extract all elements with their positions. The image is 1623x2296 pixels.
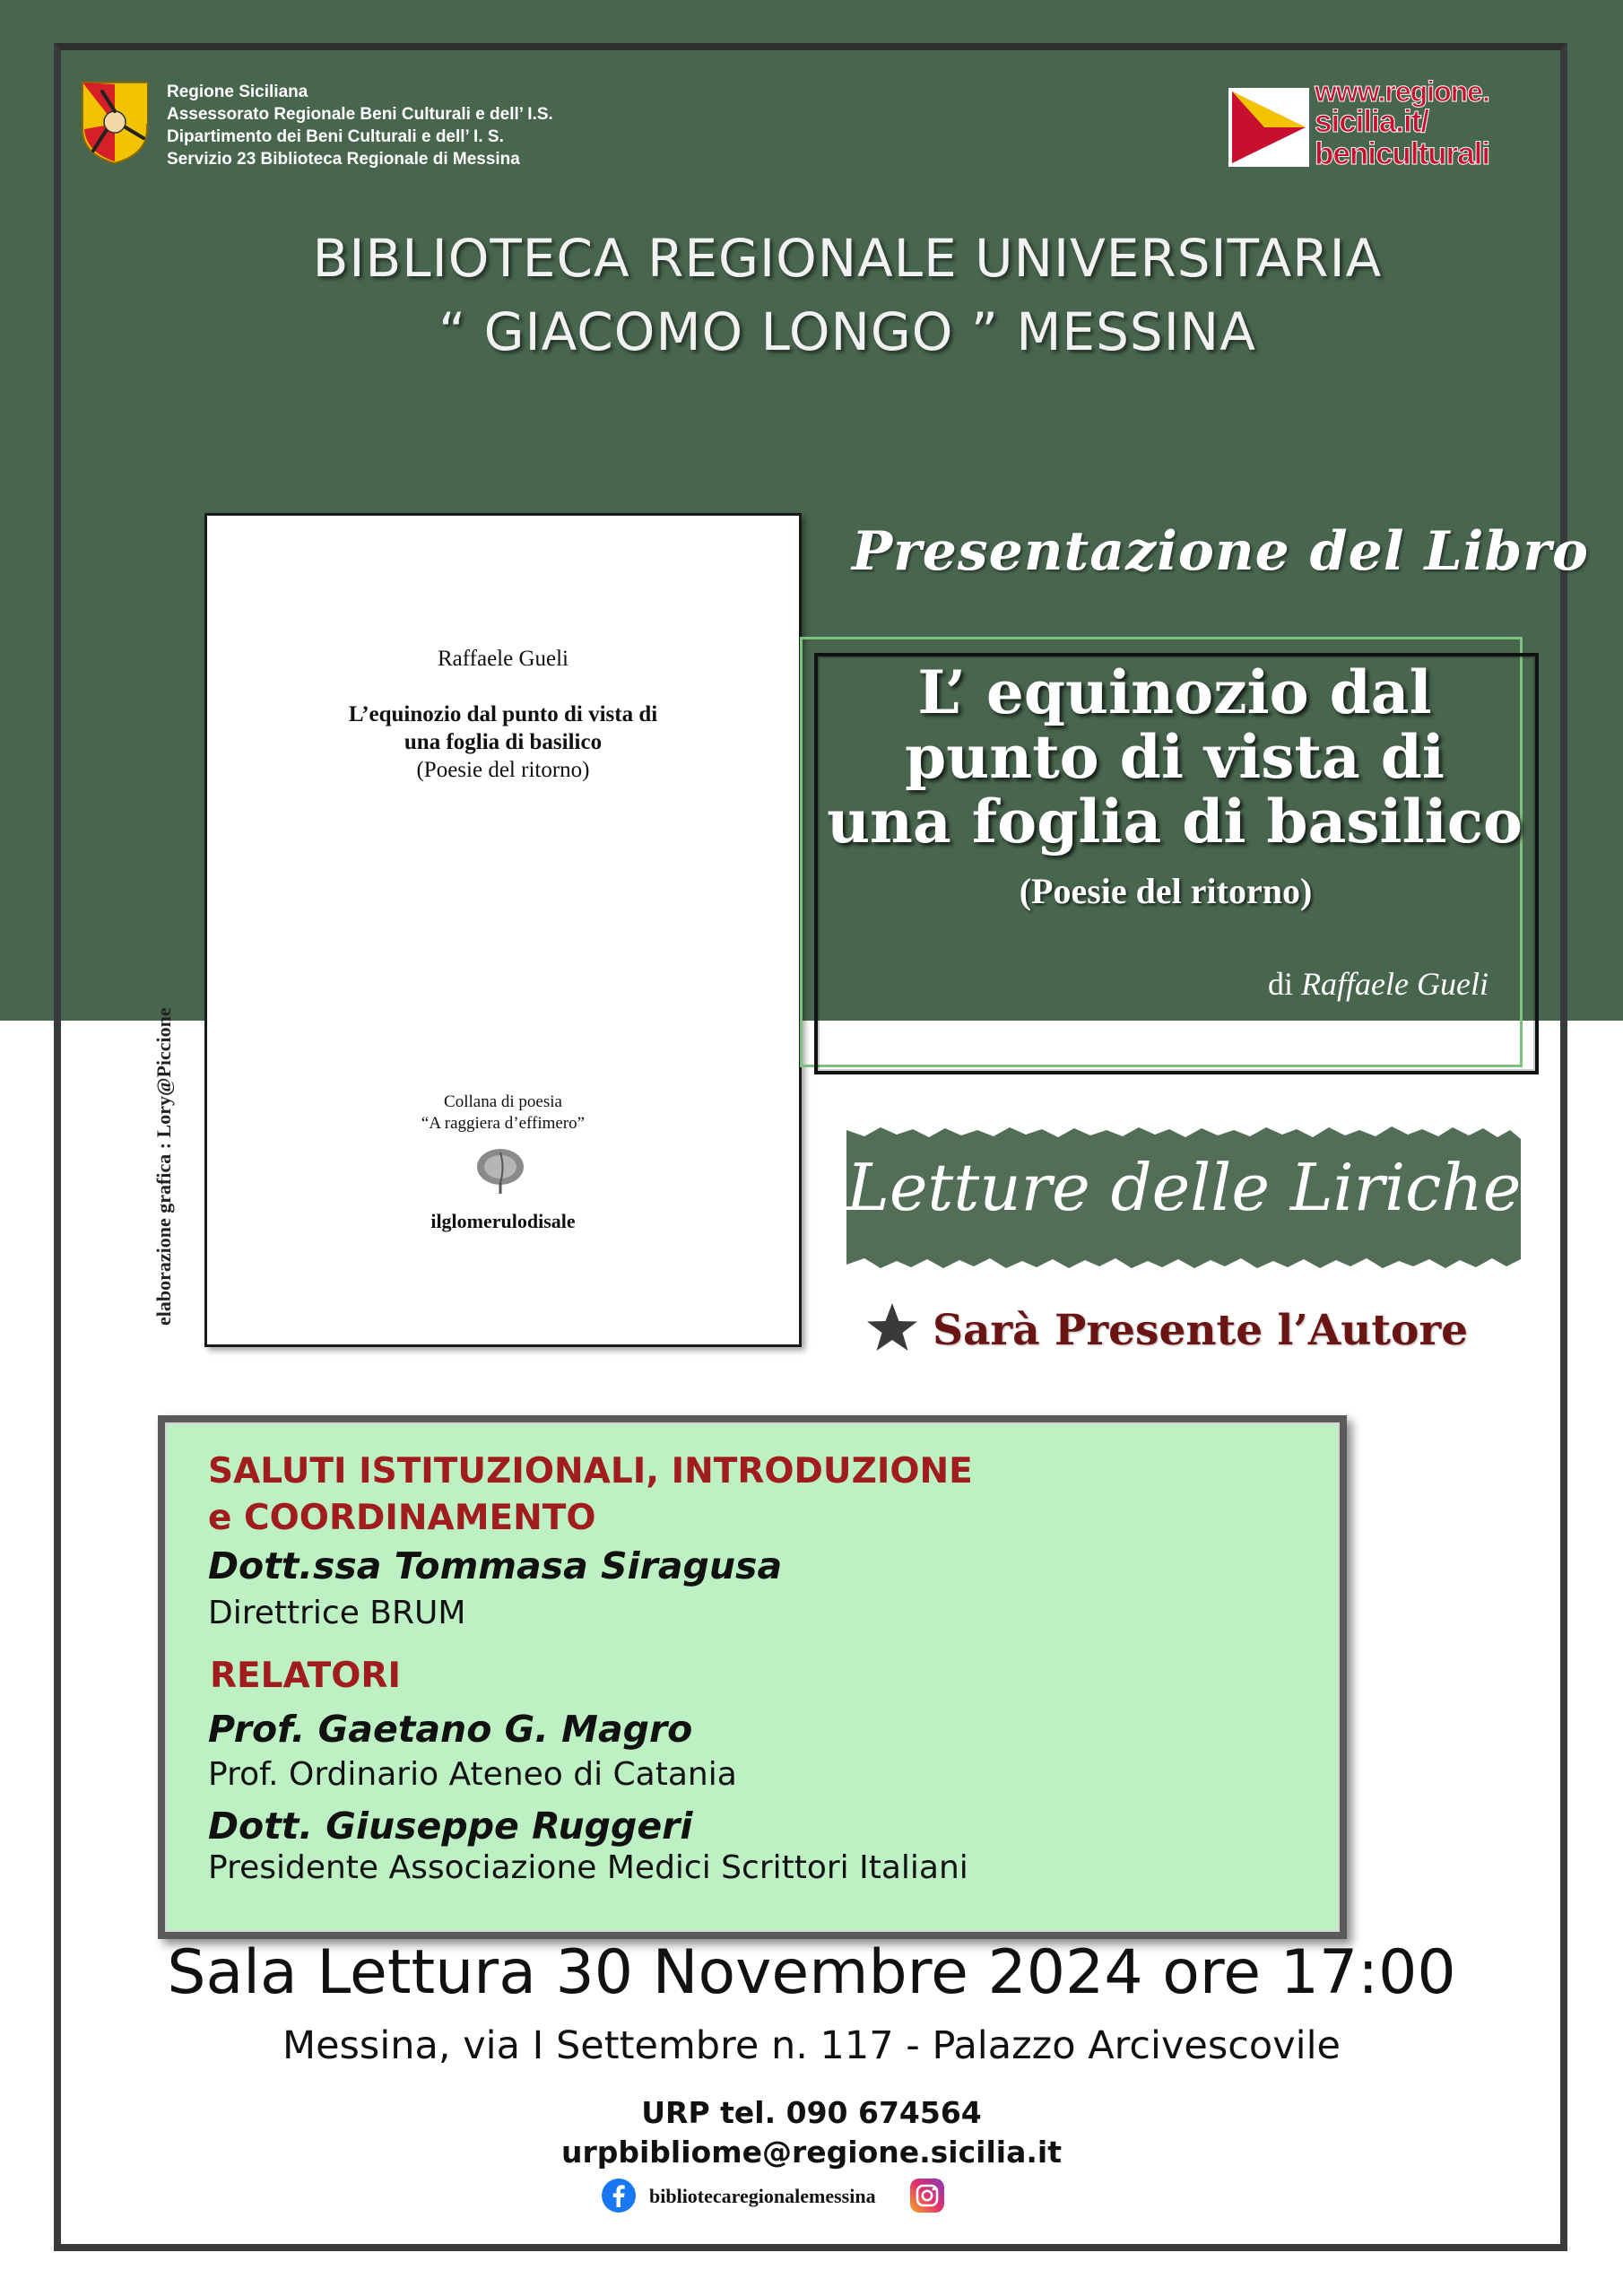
graphic-credit: elaborazione grafica : Lory@Piccione xyxy=(152,1007,175,1326)
social-row xyxy=(601,2178,959,2217)
speaker-name: Prof. Gaetano G. Magro xyxy=(208,1708,693,1751)
website-logo[interactable] xyxy=(1228,75,1526,170)
coordinator-name: Dott.ssa Tommasa Siragusa xyxy=(208,1544,783,1587)
instagram-icon[interactable] xyxy=(909,2178,945,2213)
by-author: Raffaele Gueli xyxy=(1301,966,1488,1002)
institution-line: Dipartimento dei Beni Culturali e dell’ I. S. xyxy=(167,127,504,146)
cover-collana xyxy=(207,1091,799,1135)
library-title-line2: “ GIACOMO LONGO ” MESSINA xyxy=(438,301,1256,362)
website-logo-icon xyxy=(1228,88,1309,167)
library-title-line1: BIBLIOTECA REGIONALE UNIVERSITARIA xyxy=(312,228,1383,289)
speaker-role: Prof. Ordinario Ateneo di Catania xyxy=(208,1756,737,1793)
institution-line: Regione Siciliana xyxy=(167,83,308,101)
social-handle[interactable]: bibliotecaregionalemessina xyxy=(649,2185,876,2207)
event-date-time: Sala Lettura 30 Novembre 2024 ore 17:00 xyxy=(167,1937,1456,2008)
author-present-note: Sarà Presente l’Autore xyxy=(933,1306,1469,1355)
basil-leaf-icon xyxy=(473,1144,528,1196)
email-contact[interactable]: urpbibliome@regione.sicilia.it xyxy=(560,2135,1063,2170)
greetings-heading-line1: SALUTI ISTITUZIONALI, INTRODUZIONE xyxy=(208,1451,973,1492)
trinacria-emblem-icon xyxy=(79,79,151,165)
cover-title-line: L’equinozio dal punto di vista di xyxy=(348,702,658,726)
facebook-icon[interactable] xyxy=(601,2178,637,2213)
institution-line: Assessorato Regionale Beni Culturali e dell’ I.S. xyxy=(167,105,553,124)
cover-collana-line: “A raggiera d’effimero” xyxy=(421,1114,586,1133)
torn-edge-bottom xyxy=(846,1256,1521,1272)
speaker-name: Dott. Giuseppe Ruggeri xyxy=(208,1805,693,1848)
book-title-line: punto di vista di xyxy=(905,722,1445,792)
cover-title-line: una foglia di basilico xyxy=(404,730,603,754)
cover-collana-line: Collana di poesia xyxy=(444,1092,562,1111)
book-subtitle: (Poesie del ritorno) xyxy=(1019,871,1313,911)
book-cover xyxy=(204,513,802,1347)
institution-line: Servizio 23 Biblioteca Regionale di Messina xyxy=(167,150,520,169)
cover-publisher: ilglomerulodisale xyxy=(430,1210,576,1232)
coordinator-role: Direttrice BRUM xyxy=(208,1595,466,1631)
speaker-role: Presidente Associazione Medici Scrittori Italiani xyxy=(208,1849,968,1886)
speakers-heading: RELATORI xyxy=(210,1656,401,1696)
torn-edge-top xyxy=(846,1123,1521,1139)
presentation-heading: Presentazione del Libro xyxy=(852,520,1590,583)
website-logo-line: www.regione. xyxy=(1315,75,1489,108)
website-logo-line: sicilia.it/ xyxy=(1315,104,1429,139)
star-icon xyxy=(864,1300,920,1356)
cover-author: Raffaele Gueli xyxy=(438,647,568,671)
greetings-heading-line2: e COORDINAMENTO xyxy=(208,1498,596,1538)
book-title-line: L’ equinozio dal xyxy=(917,657,1432,727)
cover-subtitle: (Poesie del ritorno) xyxy=(416,758,590,782)
cover-title xyxy=(207,700,799,756)
institution-lines xyxy=(167,81,553,170)
by-prefix: di xyxy=(1268,966,1294,1002)
website-logo-line: beniculturali xyxy=(1315,136,1490,171)
book-title xyxy=(780,657,1569,857)
phone-contact: URP tel. 090 674564 xyxy=(641,2095,982,2130)
event-address: Messina, via I Settembre n. 117 - Palazzo Arcivescovile xyxy=(282,2023,1341,2068)
book-author-credit xyxy=(1184,965,1488,1003)
book-title-line: una foglia di basilico xyxy=(827,787,1523,857)
readings-label: Letture delle Liriche xyxy=(846,1150,1522,1225)
